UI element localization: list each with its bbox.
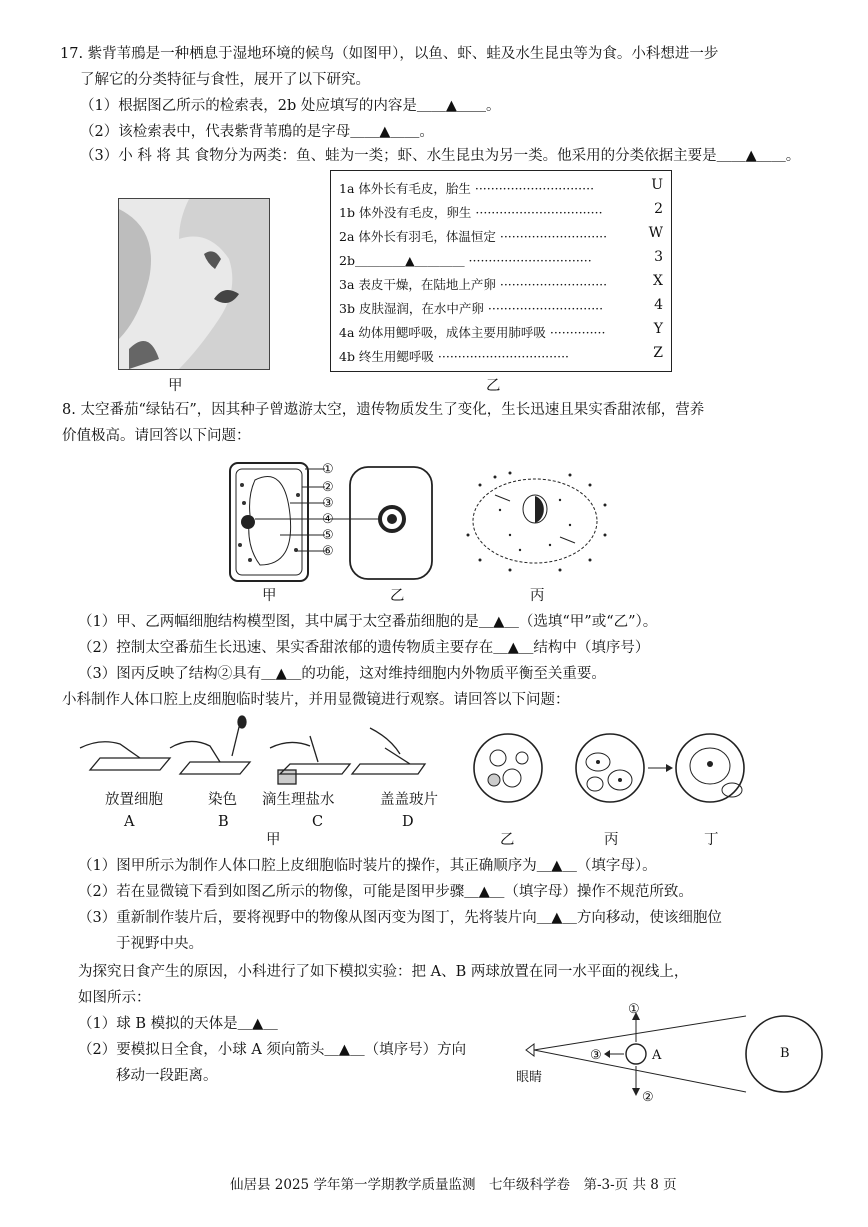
q17-sub3: （3）小 科 将 其 食物分为两类：鱼、蛙为一类；虾、水生昆虫为另一类。他采用的分类依据主要是＿＿▲＿＿。 <box>80 148 801 164</box>
q17-figure-label-yi: 乙 <box>486 378 501 394</box>
step-name-stain: 染色 <box>208 792 237 808</box>
q18-figure-label-bing: 丙 <box>530 588 545 604</box>
q18-sub1: （1）甲、乙两幅细胞结构模型图，其中属于太空番茄细胞的是＿▲＿（选填“甲”或“乙”）。 <box>78 614 658 630</box>
q19-sub2: （2）若在显微镜下看到如图乙所示的物像，可能是图甲步骤＿▲＿（填字母）操作不规范所致。 <box>78 884 693 900</box>
q20-stem-line2: 如图所示： <box>78 990 151 1006</box>
key-row-2b-result: 3 <box>654 249 663 265</box>
step-letter-b: B <box>218 814 229 830</box>
q19-sub3-line1: （3）重新制作装片后，要将视野中的物像从图丙变为图丁，先将装片向＿▲＿方向移动，使该细胞位 <box>78 910 722 926</box>
key-row-2a-result: W <box>648 225 663 241</box>
arrow-label-3: ③ <box>590 1048 602 1063</box>
key-row-3a: 3a 表皮干燥，在陆地上产卵 ··························· <box>339 277 608 292</box>
cell-structure-diagrams <box>210 455 630 595</box>
q19-figure-label-jia: 甲 <box>266 832 281 848</box>
cell-marker-2: ② <box>322 480 334 495</box>
q19-figure-label-ding: 丁 <box>704 832 719 848</box>
cell-marker-6: ⑥ <box>322 544 334 559</box>
step-letter-d: D <box>402 814 414 830</box>
key-row-4b-result: Z <box>653 345 663 361</box>
key-row-2a: 2a 体外长有羽毛，体温恒定 ··························· <box>339 229 608 244</box>
heron-photo <box>118 198 270 370</box>
q19-figure-label-yi: 乙 <box>500 832 515 848</box>
q17-sub2: （2）该检索表中，代表紫背苇鳽的是字母＿＿▲＿＿。 <box>80 124 434 140</box>
key-row-3b: 3b 皮肤湿润，在水中产卵 ····························· <box>339 301 604 316</box>
key-row-1a-result: U <box>651 177 663 193</box>
cell-marker-4: ④ <box>322 512 334 527</box>
q20-sub2-line1: （2）要模拟日全食，小球 A 须向箭头＿▲＿（填序号）方向 <box>78 1042 467 1058</box>
ball-a-label: A <box>652 1048 662 1063</box>
key-row-3b-result: 4 <box>654 297 663 313</box>
classification-key-table <box>330 170 672 372</box>
q18-sub2: （2）控制太空番茄生长迅速、果实香甜浓郁的遗传物质主要存在＿▲＿结构中（填序号） <box>78 640 650 656</box>
arrow-label-2: ② <box>642 1090 654 1105</box>
key-row-2b: 2b＿＿＿＿▲＿＿＿＿ ······························· <box>339 253 592 268</box>
eclipse-model-diagram <box>520 1010 850 1110</box>
q20-stem-line1: 为探究日食产生的原因，小科进行了如下模拟实验：把 A、B 两球放置在同一水平面的视线上， <box>78 964 689 980</box>
heron-illustration <box>119 199 269 369</box>
arrow-label-1: ① <box>628 1002 640 1017</box>
step-letter-c: C <box>312 814 324 830</box>
q17-stem-line2: 了解它的分类特征与食性，展开了以下研究。 <box>80 72 370 88</box>
q18-stem-line1: 8. 太空番茄“绿钻石”，因其种子曾遨游太空，遗传物质发生了变化，生长迅速且果实香甜浓郁，营养 <box>62 402 705 418</box>
key-row-1b-result: 2 <box>654 201 663 217</box>
q17-stem-line1: 17. 紫背苇鳽是一种栖息于湿地环境的候鸟（如图甲），以鱼、虾、蛙及水生昆虫等为食。小科想进一步 <box>60 46 719 62</box>
step-letter-a: A <box>124 814 135 830</box>
q17-figure-label-jia: 甲 <box>168 378 183 394</box>
step-name-saline: 滴生理盐水 <box>262 792 335 808</box>
key-row-4a: 4a 幼体用鳃呼吸，成体主要用肺呼吸 ·············· <box>339 325 606 340</box>
ball-b-label: B <box>780 1046 790 1061</box>
q19-sub1: （1）图甲所示为制作人体口腔上皮细胞临时装片的操作，其正确顺序为＿▲＿（填字母）。 <box>78 858 657 874</box>
key-row-3a-result: X <box>653 273 663 289</box>
cell-marker-5: ⑤ <box>322 528 334 543</box>
step-name-coverslip: 盖盖玻片 <box>380 792 438 808</box>
q19-figure-label-bing: 丙 <box>604 832 619 848</box>
key-row-4b: 4b 终生用鳃呼吸 ································· <box>339 349 570 364</box>
q18-figure-label-yi: 乙 <box>390 588 405 604</box>
eye-label: 眼睛 <box>516 1070 543 1085</box>
microscope-views <box>470 728 850 818</box>
step-name-place-cells: 放置细胞 <box>105 792 163 808</box>
q19-sub3-line2: 于视野中央。 <box>116 936 203 952</box>
page-footer: 仙居县 2025 学年第一学期教学质量监测 七年级科学卷 第-3-页 共 8 页 <box>230 1177 677 1193</box>
key-row-4a-result: Y <box>653 321 663 337</box>
slide-procedure-illustrations <box>80 718 440 788</box>
cell-marker-1: ① <box>322 462 334 477</box>
q20-sub2-line2: 移动一段距离。 <box>116 1068 218 1084</box>
cell-marker-3: ③ <box>322 496 334 511</box>
q18-stem-line2: 价值极高。请回答以下问题： <box>62 428 251 444</box>
q18-figure-label-jia: 甲 <box>262 588 277 604</box>
key-row-1a: 1a 体外长有毛皮，胎生 ······························ <box>339 181 595 196</box>
q20-sub1: （1）球 B 模拟的天体是＿▲＿ <box>78 1016 278 1032</box>
key-row-1b: 1b 体外没有毛皮，卵生 ································ <box>339 205 603 220</box>
q19-stem: 小科制作人体口腔上皮细胞临时装片，并用显微镜进行观察。请回答以下问题： <box>62 692 570 708</box>
q18-sub3: （3）图丙反映了结构②具有＿▲＿的功能，这对维持细胞内外物质平衡至关重要。 <box>78 666 606 682</box>
q17-sub1: （1）根据图乙所示的检索表，2b 处应填写的内容是＿＿▲＿＿。 <box>80 98 501 114</box>
